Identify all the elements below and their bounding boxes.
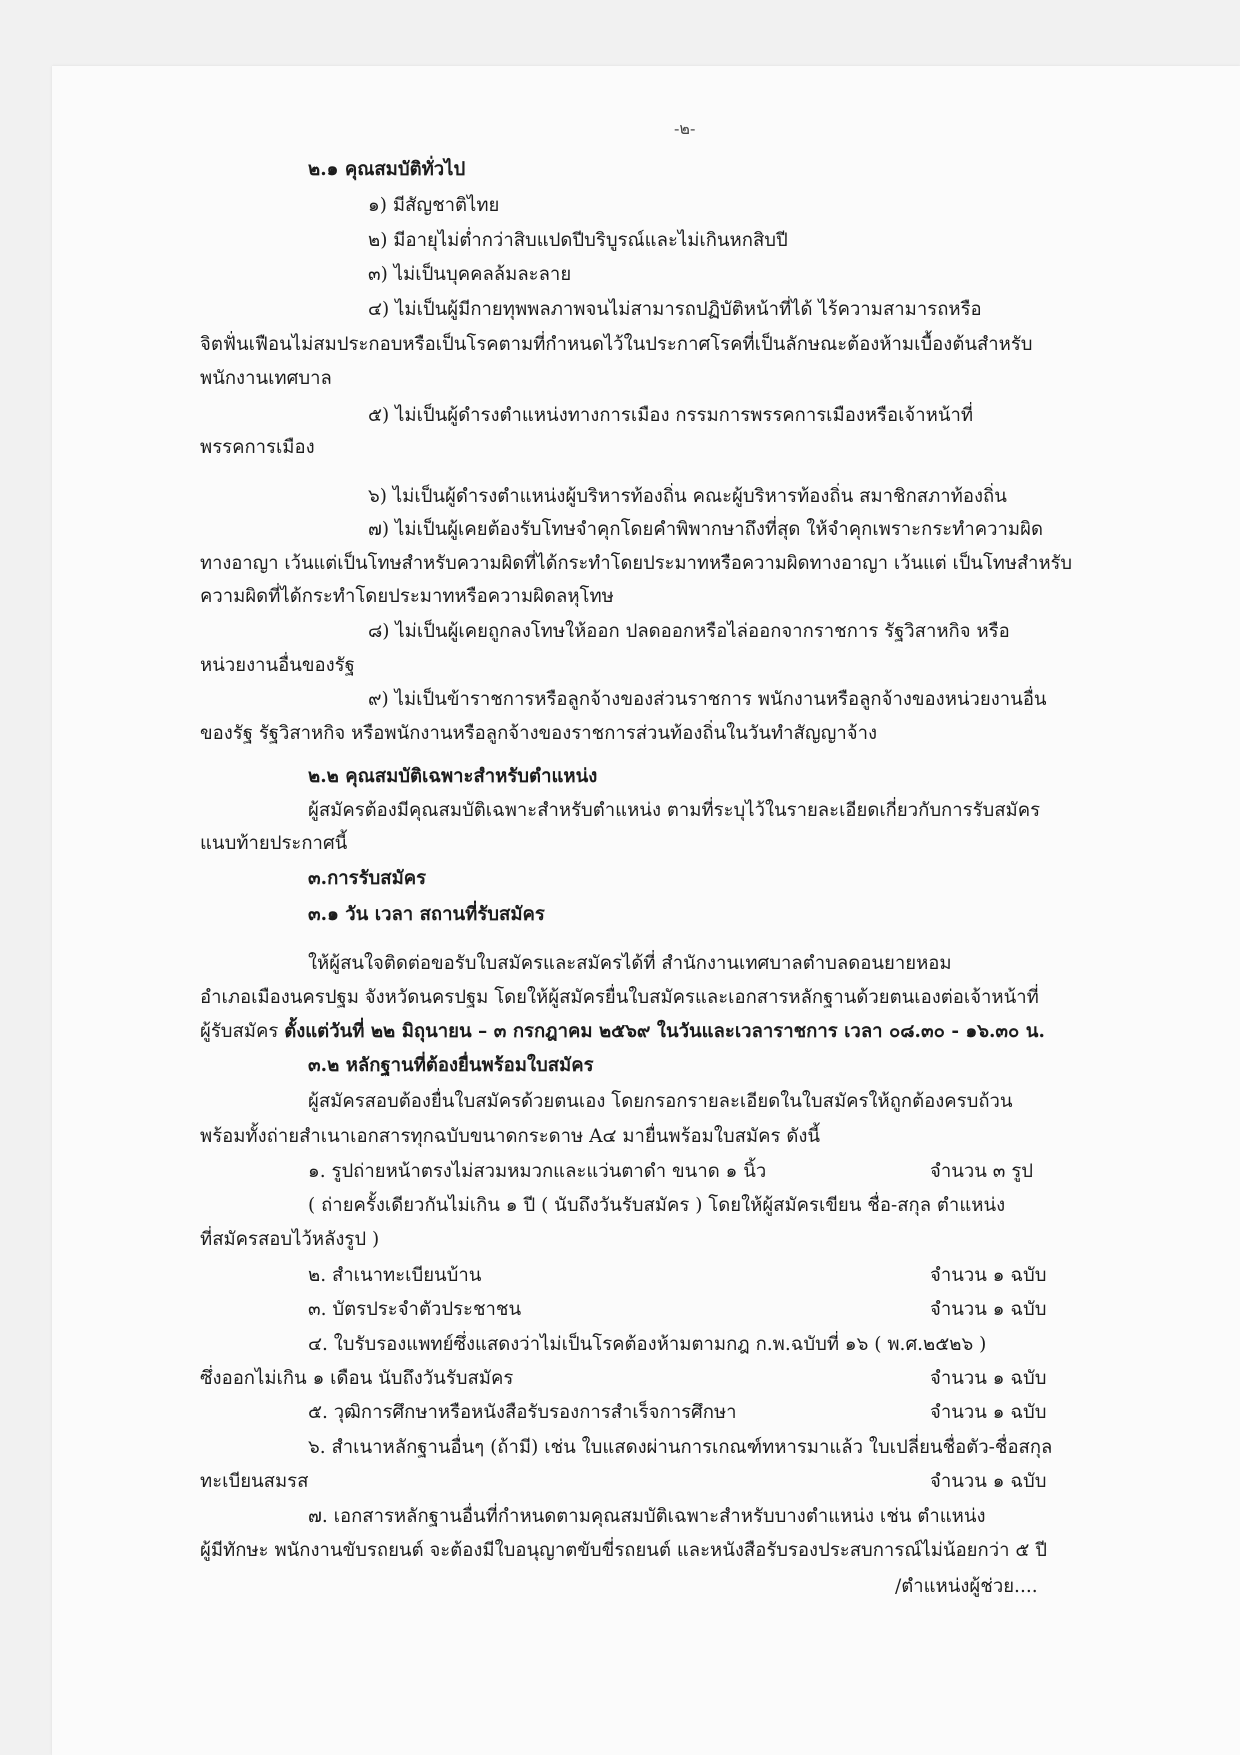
- qualification-2: ๒) มีอายุไม่ต่ำกว่าสิบแปดปีบริบูรณ์และไม่เกินหกสิบปี: [368, 230, 788, 251]
- section-3-title: ๓.การรับสมัคร: [308, 868, 427, 889]
- document-1-note: ( ถ่ายครั้งเดียวกันไม่เกิน ๑ ปี ( นับถึงวันรับสมัคร ) โดยให้ผู้สมัครเขียน ชื่อ-สกุล ตำแหน่ง: [308, 1195, 1006, 1216]
- qualification-4-cont2: พนักงานเทศบาล: [200, 368, 332, 389]
- document-6: ๖. สำเนาหลักฐานอื่นๆ (ถ้ามี) เช่น ใบแสดงผ่านการเกณฑ์ทหารมาแล้ว ใบเปลี่ยนชื่อตัว-ชื่อสกุล: [308, 1437, 1053, 1458]
- document-4-cont: ซึ่งออกไม่เกิน ๑ เดือน นับถึงวันรับสมัคร: [200, 1368, 514, 1389]
- document-3-qty: จำนวน ๑ ฉบับ: [930, 1299, 1047, 1320]
- qualification-4-cont: จิตฟั่นเฟือนไม่สมประกอบหรือเป็นโรคตามที่กำหนดไว้ในประกาศโรคที่เป็นลักษณะต้องห้ามเบื้องต้นสำหรับ: [200, 334, 1033, 355]
- qualification-4: ๔) ไม่เป็นผู้มีกายทุพพลภาพจนไม่สามารถปฏิบัติหน้าที่ได้ ไร้ความสามารถหรือ: [368, 299, 982, 320]
- document-1: ๑. รูปถ่ายหน้าตรงไม่สวมหมวกและแว่นตาดำ ขนาด ๑ นิ้ว: [308, 1161, 767, 1182]
- section-2-2-title: ๒.๒ คุณสมบัติเฉพาะสำหรับตำแหน่ง: [308, 766, 598, 787]
- document-2: ๒. สำเนาทะเบียนบ้าน: [308, 1265, 482, 1286]
- qualification-5: ๕) ไม่เป็นผู้ดำรงตำแหน่งทางการเมือง กรรมการพรรคการเมืองหรือเจ้าหน้าที่: [368, 405, 974, 426]
- section-2-2-text-cont: แนบท้ายประกาศนี้: [200, 833, 348, 854]
- document-4-qty: จำนวน ๑ ฉบับ: [930, 1368, 1047, 1389]
- qualification-7-cont2: ความผิดที่ได้กระทำโดยประมาทหรือความผิดลหุโทษ: [200, 586, 614, 607]
- section-3-1-text: ให้ผู้สนใจติดต่อขอรับใบสมัครและสมัครได้ที่ สำนักงานเทศบาลตำบลดอนยายหอม: [308, 953, 952, 974]
- qualification-3: ๓) ไม่เป็นบุคคลล้มละลาย: [368, 264, 572, 285]
- section-3-1-title: ๓.๑ วัน เวลา สถานที่รับสมัคร: [308, 904, 545, 925]
- qualification-6: ๖) ไม่เป็นผู้ดำรงตำแหน่งผู้บริหารท้องถิ่น คณะผู้บริหารท้องถิ่น สมาชิกสภาท้องถิ่น: [368, 486, 1007, 507]
- section-3-2-text-cont: พร้อมทั้งถ่ายสำเนาเอกสารทุกฉบับขนาดกระดาษ A๔ มายื่นพร้อมใบสมัคร ดังนี้: [200, 1126, 821, 1147]
- section-3-1-text-cont: อำเภอเมืองนครปฐม จังหวัดนครปฐม โดยให้ผู้สมัครยื่นใบสมัครและเอกสารหลักฐานด้วยตนเองต่อเจ้าหน้าที่: [200, 987, 1039, 1008]
- application-dates: ตั้งแต่วันที่ ๒๒ มิถุนายน – ๓ กรกฎาคม ๒๕๖๙ ในวันและเวลาราชการ เวลา ๐๘.๓๐ - ๑๖.๓๐ น.: [284, 1021, 1045, 1042]
- document-5-qty: จำนวน ๑ ฉบับ: [930, 1402, 1047, 1423]
- section-3-1-dates-line: [200, 1020, 1045, 1044]
- applicant-receiver-text: ผู้รับสมัคร: [200, 1021, 285, 1042]
- qualification-5-cont: พรรคการเมือง: [200, 437, 315, 458]
- qualification-8-cont: หน่วยงานอื่นของรัฐ: [200, 655, 355, 676]
- section-3-2-text: ผู้สมัครสอบต้องยื่นใบสมัครด้วยตนเอง โดยกรอกรายละเอียดในใบสมัครให้ถูกต้องครบถ้วน: [308, 1091, 1013, 1112]
- document-4: ๔. ใบรับรองแพทย์ซึ่งแสดงว่าไม่เป็นโรคต้องห้ามตามกฎ ก.พ.ฉบับที่ ๑๖ ( พ.ศ.๒๕๒๖ ): [308, 1334, 987, 1355]
- document-6-qty: จำนวน ๑ ฉบับ: [930, 1471, 1047, 1492]
- section-2-2-text: ผู้สมัครต้องมีคุณสมบัติเฉพาะสำหรับตำแหน่ง ตามที่ระบุไว้ในรายละเอียดเกี่ยวกับการรับสมัคร: [308, 800, 1041, 821]
- document-1-qty: จำนวน ๓ รูป: [930, 1161, 1033, 1182]
- qualification-9-cont: ของรัฐ รัฐวิสาหกิจ หรือพนักงานหรือลูกจ้างของราชการส่วนท้องถิ่นในวันทำสัญญาจ้าง: [200, 723, 878, 744]
- section-2-1-title: ๒.๑ คุณสมบัติทั่วไป: [308, 159, 466, 180]
- continued-marker: /ตำแหน่งผู้ช่วย....: [895, 1576, 1038, 1597]
- document-7: ๗. เอกสารหลักฐานอื่นที่กำหนดตามคุณสมบัติเฉพาะสำหรับบางตำแหน่ง เช่น ตำแหน่ง: [308, 1506, 986, 1527]
- qualification-8: ๘) ไม่เป็นผู้เคยถูกลงโทษให้ออก ปลดออกหรือไล่ออกจากราชการ รัฐวิสาหกิจ หรือ: [368, 621, 1010, 642]
- section-3-2-title: ๓.๒ หลักฐานที่ต้องยื่นพร้อมใบสมัคร: [308, 1055, 594, 1076]
- document-1-note-cont: ที่สมัครสอบไว้หลังรูป ): [200, 1229, 380, 1250]
- document-3: ๓. บัตรประจำตัวประชาชน: [308, 1299, 522, 1320]
- document-2-qty: จำนวน ๑ ฉบับ: [930, 1265, 1047, 1286]
- qualification-7: ๗) ไม่เป็นผู้เคยต้องรับโทษจำคุกโดยคำพิพากษาถึงที่สุด ให้จำคุกเพราะกระทำความผิด: [368, 519, 1043, 540]
- qualification-7-cont: ทางอาญา เว้นแต่เป็นโทษสำหรับความผิดที่ได้กระทำโดยประมาทหรือความผิดทางอาญา เว้นแต่ เป็นโทษสำหรับ: [200, 553, 1073, 574]
- qualification-1: ๑) มีสัญชาติไทย: [368, 195, 500, 216]
- document-7-cont: ผู้มีทักษะ พนักงานขับรถยนต์ จะต้องมีใบอนุญาตขับขี่รถยนต์ และหนังสือรับรองประสบการณ์ไม่น้อยกว่า ๕ ปี: [200, 1540, 1047, 1561]
- qualification-9: ๙) ไม่เป็นข้าราชการหรือลูกจ้างของส่วนราชการ พนักงานหรือลูกจ้างของหน่วยงานอื่น: [368, 689, 1047, 710]
- document-5: ๕. วุฒิการศึกษาหรือหนังสือรับรองการสำเร็จการศึกษา: [308, 1402, 737, 1423]
- page-number: -๒-: [674, 119, 696, 138]
- document-6-cont: ทะเบียนสมรส: [200, 1471, 309, 1492]
